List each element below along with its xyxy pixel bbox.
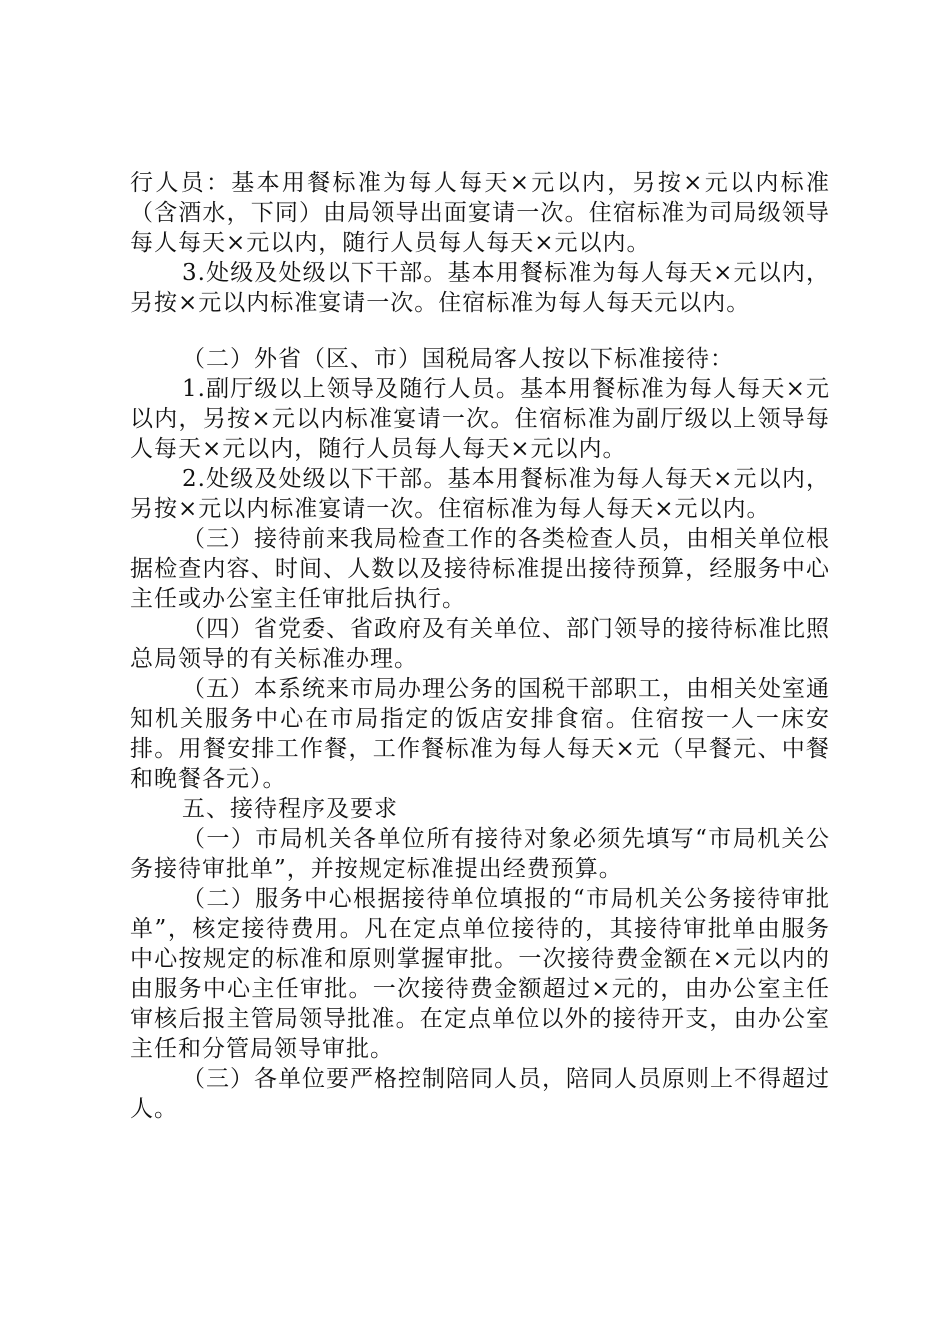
paragraph-procedure-2: （二）服务中心根据接待单位填报的“市局机关公务接待审批单”，核定接待费用。凡在定点单位接待的，其接待审批单由服务中心按规定的标准和原则掌握审批。一次接待费金额在×元以内的由服务中心主任审批。一次接待费金额超过×元的，由办公室主任审核后报主管局领导批准。在定点单位以外的接待开支，由办公室主任和分管局领导审批。 [130, 886, 830, 1062]
paragraph-section-5: （五）本系统来市局办理公务的国税干部职工，由相关处室通知机关服务中心在市局指定的饭店安排食宿。住宿按一人一床安排。用餐安排工作餐，工作餐标准为每人每天×元（早餐元、中餐和晚餐各元）。 [130, 676, 830, 792]
paragraph-procedure-1: （一）市局机关各单位所有接待对象必须先填写“市局机关公务接待审批单”，并按规定标准提出经费预算。 [130, 826, 830, 882]
paragraph-continuation: 行人员：基本用餐标准为每人每天×元以内，另按×元以内标准（含酒水，下同）由局领导出面宴请一次。住宿标准为司局级领导每人每天×元以内，随行人员每人每天×元以内。 [130, 170, 830, 256]
paragraph-procedure-3: （三）各单位要严格控制陪同人员，陪同人员原则上不得超过人。 [130, 1066, 830, 1122]
paragraph-item-3: 3.处级及处级以下干部。基本用餐标准为每人每天×元以内，另按×元以内标准宴请一次。住宿标准为每人每天元以内。 [130, 260, 830, 316]
paragraph-section-2: （二）外省（区、市）国税局客人按以下标准接待： [182, 346, 734, 372]
heading-reception-procedure: 五、接待程序及要求 [182, 796, 398, 822]
paragraph-section-3: （三）接待前来我局检查工作的各类检查人员，由相关单位根据检查内容、时间、人数以及接待标准提出接待预算，经服务中心主任或办公室主任审批后执行。 [130, 526, 830, 612]
paragraph-section-4: （四）省党委、省政府及有关单位、部门领导的接待标准比照总局领导的有关标准办理。 [130, 616, 830, 672]
paragraph-item-2: 2.处级及处级以下干部。基本用餐标准为每人每天×元以内，另按×元以内标准宴请一次。住宿标准为每人每天×元以内。 [130, 466, 830, 522]
document-body [130, 168, 830, 1124]
paragraph-item-1: 1.副厅级以上领导及随行人员。基本用餐标准为每人每天×元以内，另按×元以内标准宴请一次。住宿标准为副厅级以上领导每人每天×元以内，随行人员每人每天×元以内。 [130, 376, 830, 462]
